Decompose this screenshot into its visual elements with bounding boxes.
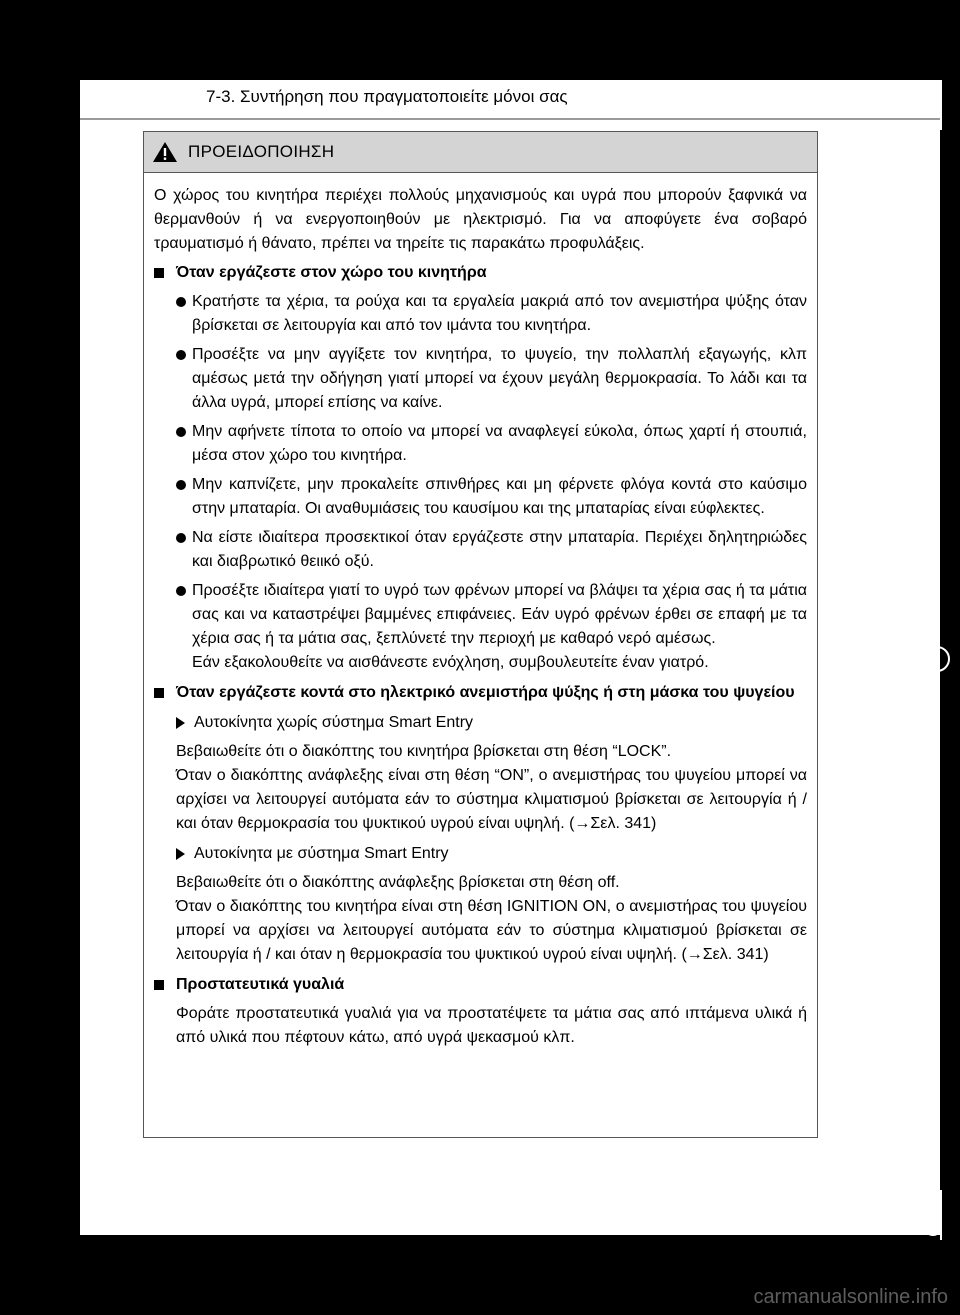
subsection-title: Αυτοκίνητα με σύστημα Smart Entry [194,845,449,862]
list-item-text: Μην αφήνετε τίποτα το οποίο να μπορεί να αναφλεγεί εύκολα, όπως χαρτί ή στουπιά, μέσα στον χώρο του κινητήρα. [192,423,807,464]
section-header: 7-3. Συντήρηση που πραγματοποιείτε μόνοι σας [206,87,568,106]
header-divider [80,118,940,120]
list-item [176,420,807,468]
list-item-text: Μην καπνίζετε, μην προκαλείτε σπινθήρες και μη φέρνετε φλόγα κοντά στο καύσιμο στην μπαταρία. Οι αναθυμιάσεις του καυσίμου και της μπαταρίας είναι εύφλεκτες. [192,476,807,517]
section-title: Όταν εργάζεστε κοντά στο ηλεκτρικό ανεμιστήρα ψύξης ή στη μάσκα του ψυγείου [176,684,795,701]
list-item [176,579,807,675]
registration-mark-icon [924,80,942,98]
list-item [176,526,807,574]
round-bullet-icon [176,343,192,367]
list-item-text: Κρατήστε τα χέρια, τα ρούχα και τα εργαλεία μακριά από τον ανεμιστήρα ψύξης όταν βρίσκεται σε λειτουργία και από τον ιμάντα του κινητήρα. [192,293,807,334]
triangle-right-icon [176,711,194,735]
section-body [176,1002,807,1050]
round-bullet-icon [176,290,192,314]
list-item [176,473,807,521]
list-item [176,290,807,338]
section-safety-glasses [154,973,807,997]
round-bullet-icon [176,473,192,497]
list-item-text: Προσέξτε να μην αγγίξετε τον κινητήρα, το ψυγείο, την πολλαπλή εξαγωγής, κλπ αμέσως μετά την οδήγηση γιατί μπορεί να έχουν μεγάλη θερμοκρασία. Το λάδι και τα άλλα υγρά, μπορεί επίσης να καίνε. [192,346,807,411]
warning-box [143,131,818,1138]
square-bullet-icon [154,973,176,997]
paragraph: Φοράτε προστατευτικά γυαλιά για να προστατέψετε τα μάτια σας από ιπτάμενα υλικά ή από υλικά που πέφτουν κάτω, από υγρά ψεκασμού κλπ. [176,1005,807,1046]
list-item-text: Προσέξτε ιδιαίτερα γιατί το υγρό των φρένων μπορεί να βλάψει τα χέρια σας ή τα μάτια σας και να καταστρέψει βαμμένες επιφάνειες. Εάν υγρό φρένων έρθει σε επαφή με τα χέρια σας ή τα μάτια σας, ξεπλύνετέ την περιοχή με καθαρό νερό αμέσως. [192,582,807,647]
subsection-smart-entry [176,842,807,866]
warning-title: ΠΡΟΕΙΔΟΠΟΙΗΣΗ [188,142,335,161]
square-bullet-icon [154,261,176,285]
paragraph: Βεβαιωθείτε ότι ο διακόπτης ανάφλεξης βρίσκεται στη θέση off. [176,874,620,891]
list-item [176,343,807,415]
round-bullet-icon [176,526,192,550]
registration-mark-icon [924,1218,942,1236]
subsection-no-smart-entry [176,711,807,735]
round-bullet-icon [176,420,192,444]
warning-intro: Ο χώρος του κινητήρα περιέχει πολλούς μηχανισμούς και υγρά που μπορούν ξαφνικά να θερμανθούν ή να ενεργοποιηθούν με ηλεκτρισμό. Για να αποφύγετε ένα σοβαρό τραυματισμό ή θάνατο, πρέπει να τηρείτε τις παρακάτω προφυλάξεις. [154,187,807,252]
warning-content [144,173,817,1050]
manual-page [80,80,940,1235]
subsection-body [176,871,807,967]
crop-mark [940,1190,942,1240]
subsection-body [176,740,807,836]
warning-title-bar [144,132,817,173]
registration-mark-icon [924,646,950,672]
section-engine-compartment [154,261,807,285]
list-item-text: Να είστε ιδιαίτερα προσεκτικοί όταν εργάζεστε στην μπαταρία. Περιέχει δηλητηριώδες και διαβρωτικό θειικό οξύ. [192,529,807,570]
square-bullet-icon [154,681,176,705]
warning-triangle-icon [152,141,178,163]
paragraph: Όταν ο διακόπτης ανάφλεξης είναι στη θέση “ON”, ο ανεμιστήρας του ψυγείου μπορεί να αρχίσει να λειτουργεί αυτόματα εάν το σύστημα κλιματισμού βρίσκεται σε λειτουργία ή / και όταν θερμοκρασία του ψυκτικού υγρού είναι υψηλή. (→Σελ. 341) [176,767,807,832]
subsection-title: Αυτοκίνητα χωρίς σύστημα Smart Entry [194,714,474,731]
round-bullet-icon [176,579,192,603]
paragraph: Όταν ο διακόπτης του κινητήρα είναι στη θέση IGNITION ON, ο ανεμιστήρας του ψυγείου μπορεί να αρχίσει να λειτουργεί αυτόματα εάν το σύστημα κλιματισμού βρίσκεται σε λειτουργία ή / και όταν η θερμοκρασία του ψυκτικού υγρού είναι υψηλή. (→Σελ. 341) [176,898,807,963]
section-cooling-fan [154,681,807,705]
section-title: Όταν εργάζεστε στον χώρο του κινητήρα [176,264,487,281]
triangle-right-icon [176,842,194,866]
section-title: Προστατευτικά γυαλιά [176,976,345,993]
list-item-extra-text: Εάν εξακολουθείτε να αισθάνεστε ενόχληση, συμβουλευτείτε έναν γιατρό. [192,654,709,671]
paragraph: Βεβαιωθείτε ότι ο διακόπτης του κινητήρα βρίσκεται στη θέση “LOCK”. [176,743,672,760]
watermark: carmanualsonline.info [753,1286,948,1308]
